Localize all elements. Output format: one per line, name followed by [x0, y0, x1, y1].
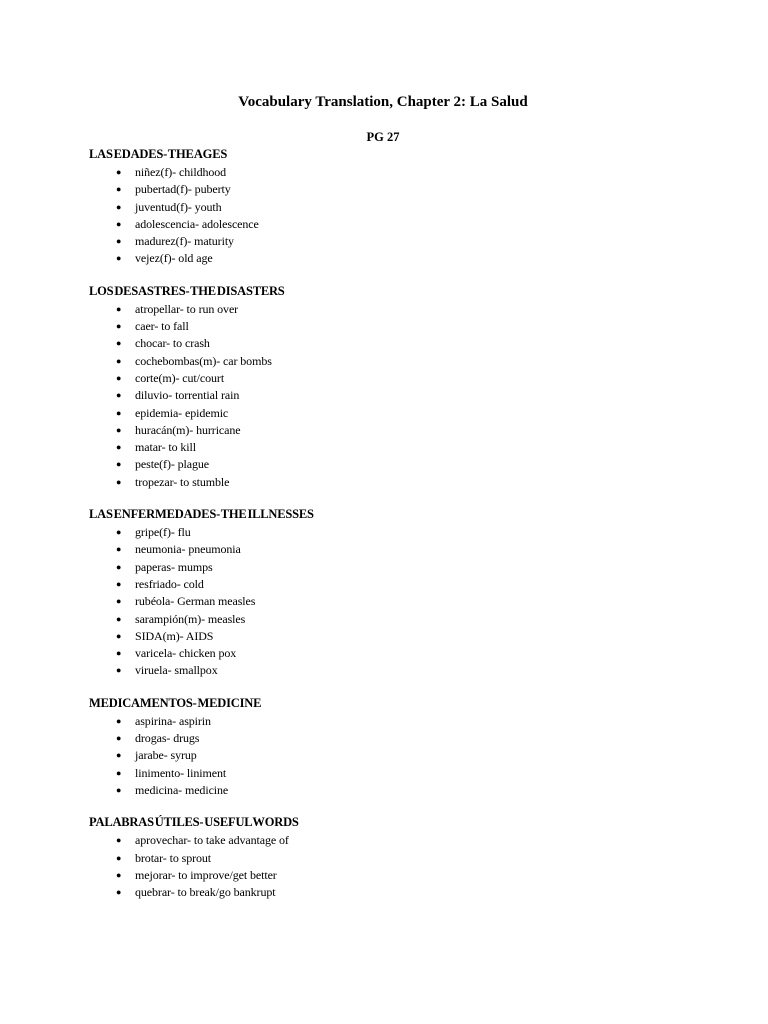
list-item: [89, 832, 729, 849]
list-item: [89, 850, 729, 867]
list-item: [89, 593, 729, 610]
vocab-term: vejez(f)- old age: [135, 251, 213, 266]
list-item: [89, 318, 729, 335]
list-item: [89, 576, 729, 593]
bullet-icon: ●: [116, 869, 122, 880]
section-heading: MEDICAMENTOS- MEDICINE: [89, 695, 262, 710]
vocab-term: aprovechar- to take advantage of: [135, 833, 289, 848]
page-title: Vocabulary Translation, Chapter 2: La Salud: [238, 94, 528, 110]
bullet-icon: ●: [116, 338, 122, 349]
vocab-term: niñez(f)- childhood: [135, 165, 227, 179]
vocab-term: huracán(m)- hurricane: [135, 422, 241, 437]
vocab-term: aspirina- aspirin: [135, 713, 211, 728]
vocab-term: neumonia- pneumonia: [135, 542, 241, 557]
vocab-term: tropezar- to stumble: [135, 474, 230, 489]
bullet-icon: ●: [116, 236, 122, 247]
list-item: [89, 422, 729, 439]
bullet-icon: ●: [116, 561, 122, 572]
list-item: [89, 747, 729, 764]
bullet-icon: ●: [116, 630, 122, 641]
list-item: [89, 335, 729, 352]
vocab-list: [89, 713, 729, 799]
bullet-icon: ●: [116, 407, 122, 418]
list-item: [89, 541, 729, 558]
list-item: [89, 439, 729, 456]
list-item: [89, 233, 729, 250]
bullet-icon: ●: [116, 835, 122, 846]
vocab-term: gripe(f)- flu: [135, 525, 191, 540]
vocab-term: resfriado- cold: [135, 576, 204, 591]
list-item: [89, 884, 729, 901]
bullet-icon: ●: [116, 750, 122, 761]
vocab-term: brotar- to sprout: [135, 850, 212, 865]
bullet-icon: ●: [116, 715, 122, 726]
list-item: [89, 250, 729, 267]
bullet-icon: ●: [116, 544, 122, 555]
vocab-term: diluvio- torrential rain: [135, 388, 240, 403]
list-item: [89, 765, 729, 782]
bullet-icon: ●: [116, 852, 122, 863]
list-item: [89, 164, 729, 181]
bullet-icon: ●: [116, 613, 122, 624]
bullet-icon: ●: [116, 648, 122, 659]
list-item: [89, 387, 729, 404]
list-item: [89, 216, 729, 233]
vocab-list: [89, 832, 729, 901]
bullet-icon: ●: [116, 321, 122, 332]
list-item: [89, 456, 729, 473]
section-disasters: [89, 283, 729, 491]
bullet-icon: ●: [116, 476, 122, 487]
bullet-icon: ●: [116, 218, 122, 229]
vocab-term: juventud(f)- youth: [135, 199, 222, 214]
vocab-term: linimento- liniment: [135, 765, 227, 780]
list-item: [89, 405, 729, 422]
section-ages: [89, 146, 729, 268]
list-item: [89, 353, 729, 370]
section-useful-words: [89, 814, 729, 901]
vocab-term: varicela- chicken pox: [135, 646, 237, 661]
vocab-list: [89, 301, 729, 491]
vocab-list: [89, 164, 729, 268]
section-heading: PALABRAS ÚTILES- USEFUL WORDS: [89, 815, 299, 830]
section-heading: LAS ENFERMEDADES- THE ILLNESSES: [89, 507, 314, 522]
list-item: [89, 713, 729, 730]
section-heading: LOS DESASTRES- THE DISASTERS: [89, 283, 285, 298]
page-reference: PG 27: [366, 130, 400, 144]
bullet-icon: ●: [116, 253, 122, 264]
bullet-icon: ●: [116, 372, 122, 383]
bullet-icon: ●: [116, 733, 122, 744]
vocab-term: epidemia- epidemic: [135, 405, 229, 420]
bullet-icon: ●: [116, 887, 122, 898]
bullet-icon: ●: [116, 442, 122, 453]
list-item: [89, 199, 729, 216]
bullet-icon: ●: [116, 459, 122, 470]
section-heading: LAS EDADES- THE AGES: [89, 147, 228, 161]
vocab-term: atropellar- to run over: [135, 301, 239, 316]
list-item: [89, 782, 729, 799]
bullet-icon: ●: [116, 355, 122, 366]
vocab-term: adolescencia- adolescence: [135, 216, 259, 231]
list-item: [89, 474, 729, 491]
vocab-term: pubertad(f)- puberty: [135, 182, 231, 197]
list-item: [89, 524, 729, 541]
bullet-icon: ●: [116, 578, 122, 589]
vocab-list: [89, 524, 729, 680]
vocab-term: SIDA(m)- AIDS: [135, 628, 214, 643]
list-item: [89, 301, 729, 318]
list-item: [89, 662, 729, 679]
bullet-icon: ●: [116, 424, 122, 435]
section-medicine: [89, 695, 729, 799]
bullet-icon: ●: [116, 527, 122, 538]
list-item: [89, 645, 729, 662]
vocab-term: peste(f)- plague: [135, 457, 210, 472]
vocab-term: sarampión(m)- measles: [135, 611, 246, 626]
vocab-term: matar- to kill: [135, 440, 197, 455]
vocab-term: rubéola- German measles: [135, 594, 256, 609]
vocabulary-sections: [89, 146, 729, 916]
list-item: [89, 628, 729, 645]
list-item: [89, 370, 729, 387]
bullet-icon: ●: [116, 596, 122, 607]
vocab-term: viruela- smallpox: [135, 663, 218, 678]
list-item: [89, 611, 729, 628]
vocab-term: medicina- medicine: [135, 782, 229, 797]
vocab-term: caer- to fall: [135, 319, 189, 334]
vocab-term: mejorar- to improve/get better: [135, 867, 277, 882]
bullet-icon: ●: [116, 665, 122, 676]
vocab-term: madurez(f)- maturity: [135, 234, 234, 249]
vocab-term: paperas- mumps: [135, 559, 213, 574]
bullet-icon: ●: [116, 201, 122, 212]
section-illnesses: [89, 506, 729, 680]
bullet-icon: ●: [116, 390, 122, 401]
list-item: [89, 730, 729, 747]
bullet-icon: ●: [116, 767, 122, 778]
vocab-term: jarabe- syrup: [135, 748, 197, 763]
bullet-icon: ●: [116, 303, 122, 314]
list-item: [89, 181, 729, 198]
list-item: [89, 867, 729, 884]
bullet-icon: ●: [116, 784, 122, 795]
vocab-term: chocar- to crash: [135, 336, 210, 351]
vocab-term: cochebombas(m)- car bombs: [135, 353, 272, 368]
bullet-icon: ●: [116, 184, 122, 195]
list-item: [89, 559, 729, 576]
bullet-icon: ●: [116, 167, 122, 177]
vocab-term: drogas- drugs: [135, 731, 200, 746]
vocab-term: quebrar- to break/go bankrupt: [135, 885, 276, 900]
vocab-term: corte(m)- cut/court: [135, 370, 225, 385]
